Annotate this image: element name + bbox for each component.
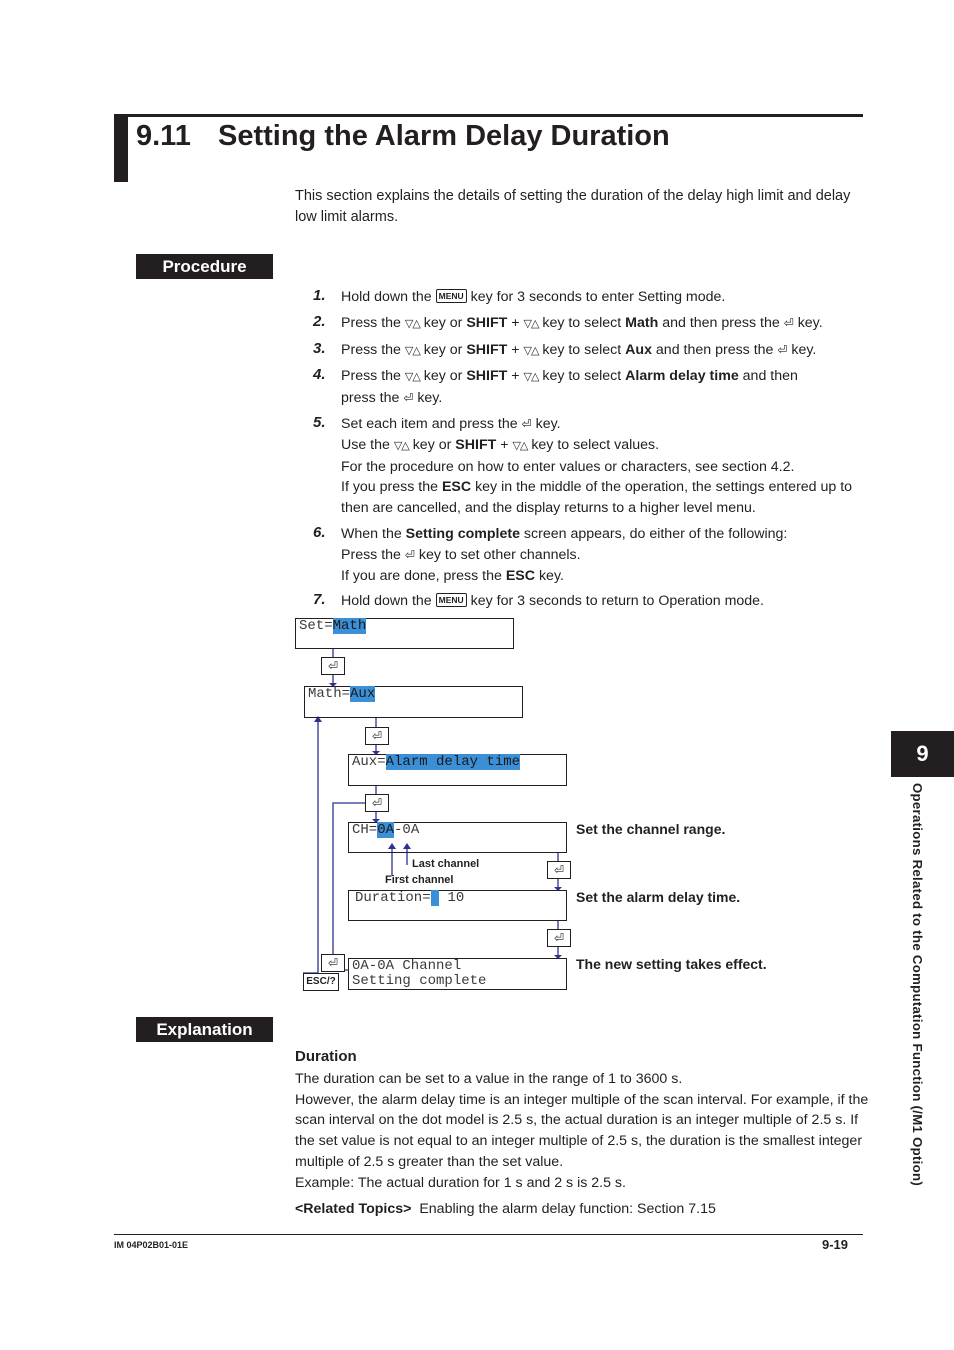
duration-multiple-text: However, the alarm delay time is an integer multiple of the scan interval. For example, if the scan interval on the dot model is 2.5 s, the actual duration is an integer multiple of 2.5 s. If the set value is not equal to an integer multiple of 2.5 s, the duration is the smallest integer multiple of 2.5 s greater than the set value. xyxy=(295,1091,869,1170)
updown-keys-icon: ▽△ xyxy=(523,317,539,330)
duration-heading: Duration xyxy=(295,1048,357,1065)
intro-text: This section explains the details of setting the duration of the delay high limit and delay low limit alarms. xyxy=(295,188,851,225)
note-alarm-delay: Set the alarm delay time. xyxy=(576,889,741,905)
explanation-body xyxy=(295,1047,870,1194)
enter-key-icon: ⏎ xyxy=(783,315,794,330)
step-4: 4. Press the ▽△ key or SHIFT + ▽△ key to select Alarm delay time and then press the ⏎ key. xyxy=(313,366,798,407)
step-1: 1. Hold down the MENU key for 3 seconds to enter Setting mode. xyxy=(313,287,726,305)
enter-key-icon: ⏎ xyxy=(321,954,345,972)
lcd-math-aux: Math=Aux xyxy=(304,686,523,718)
step-2: 2. Press the ▽△ key or SHIFT + ▽△ key to select Math and then press the ⏎ key. xyxy=(313,312,823,331)
lcd-setting-complete: 0A-0A Channel Setting complete xyxy=(348,958,567,990)
note-setting-effect: The new setting takes effect. xyxy=(576,956,767,972)
lcd-aux-alarm-delay: Aux=Alarm delay time xyxy=(348,754,567,786)
updown-keys-icon: ▽△ xyxy=(523,344,539,357)
enter-key-icon: ⏎ xyxy=(777,342,788,357)
step-5: 5. Set each item and press the ⏎ key. Use the ▽△ key or SHIFT + ▽△ key to select values. For the procedure on how to enter values or characters, see section 4.2. If you press the ESC key in the middle of the operation, the settings entered up to then are cancelled, and the display returns to a higher level menu. xyxy=(313,413,853,517)
label-last-channel: Last channel xyxy=(412,858,480,870)
explanation-label: Explanation xyxy=(136,1017,273,1042)
enter-key-icon: ⏎ xyxy=(403,391,414,406)
enter-key-icon: ⏎ xyxy=(404,547,415,562)
duration-range-text: The duration can be set to a value in the range of 1 to 3600 s. xyxy=(295,1070,683,1087)
updown-keys-icon: ▽△ xyxy=(523,371,539,384)
label-first-channel: First channel xyxy=(385,874,454,886)
duration-example-text: Example: The actual duration for 1 s and 2 s is 2.5 s. xyxy=(295,1174,626,1191)
enter-key-icon: ⏎ xyxy=(547,929,571,947)
enter-key-icon: ⏎ xyxy=(547,861,571,879)
footer-rule xyxy=(114,1234,863,1235)
esc-key-icon: ESC/? xyxy=(303,973,339,991)
enter-key-icon: ⏎ xyxy=(365,727,389,745)
section-number: 9.11 xyxy=(136,120,191,152)
menu-key-icon: MENU xyxy=(436,593,467,607)
updown-keys-icon: ▽△ xyxy=(404,344,420,357)
chapter-title: Operations Related to the Computation Function (/M1 Option) xyxy=(910,783,925,1187)
page-number: 9-19 xyxy=(822,1237,849,1252)
menu-key-icon: MENU xyxy=(436,289,467,303)
enter-key-icon: ⏎ xyxy=(321,657,345,675)
updown-keys-icon: ▽△ xyxy=(512,439,528,452)
step-7: 7. Hold down the MENU key for 3 seconds to return to Operation mode. xyxy=(313,591,764,610)
updown-keys-icon: ▽△ xyxy=(404,317,420,330)
updown-keys-icon: ▽△ xyxy=(404,371,420,384)
step-6: 6. When the Setting complete screen appears, do either of the following: Press the ⏎ key to set other channels. If you are done, press the ESC key. xyxy=(313,523,788,584)
lcd-channel-range: CH=0A-0A xyxy=(348,822,567,853)
lcd-set-math: Set=Math xyxy=(295,618,514,649)
step-3: 3. Press the ▽△ key or SHIFT + ▽△ key to select Aux and then press the ⏎ key. xyxy=(313,339,817,358)
chapter-tab: 9 xyxy=(891,731,954,777)
updown-keys-icon: ▽△ xyxy=(393,439,409,452)
section-title: Setting the Alarm Delay Duration xyxy=(218,120,670,152)
related-topics: <Related Topics> Enabling the alarm delay function: Section 7.15 xyxy=(295,1201,716,1217)
doc-id: IM 04P02B01-01E xyxy=(114,1240,189,1250)
lcd-duration: Duration= 10 xyxy=(348,890,567,921)
procedure-label: Procedure xyxy=(136,254,273,279)
note-channel-range: Set the channel range. xyxy=(576,821,726,837)
enter-key-icon: ⏎ xyxy=(521,416,532,431)
enter-key-icon: ⏎ xyxy=(365,794,389,812)
